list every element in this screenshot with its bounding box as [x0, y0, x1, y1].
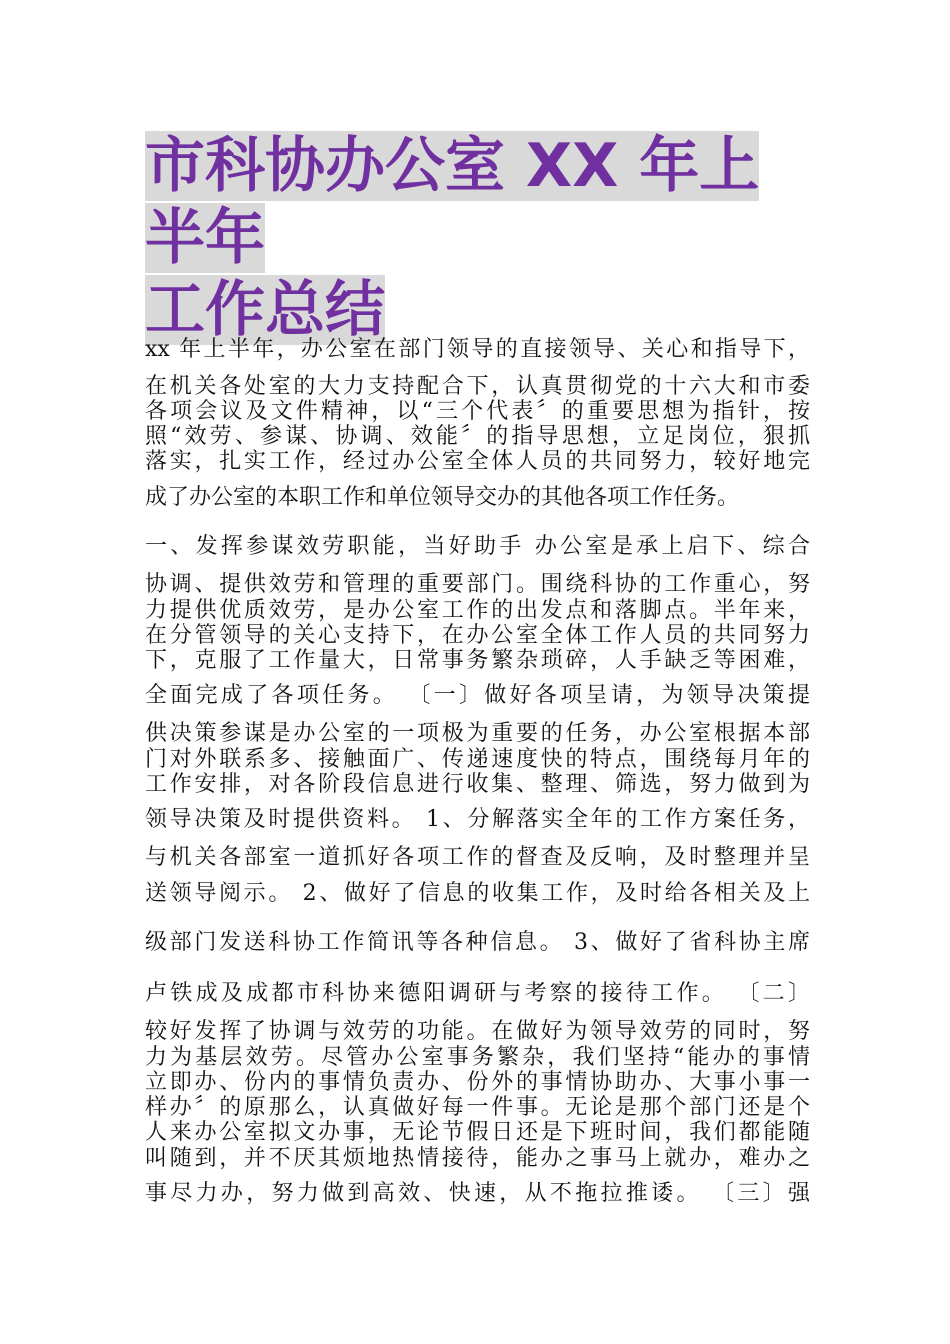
body-line: 落实，扎实工作，经过办公室全体人员的共同努力，较好地完	[145, 449, 810, 474]
body-line: 领导决策及时提供资料。 1、分解落实全年的工作方案任务，	[145, 807, 810, 832]
body-line: 卢铁成及成都市科协来德阳调研与考察的接待工作。 〔二〕	[145, 981, 810, 1006]
body-line: 供决策参谋是办公室的一项极为重要的任务，办公室根据本部	[145, 721, 810, 746]
page-title	[145, 130, 815, 346]
body-line: 力为基层效劳。尽管办公室事务繁杂，我们坚持“能办的事情	[145, 1045, 810, 1070]
body-line: 与机关各部室一道抓好各项工作的督查及反响，及时整理并呈	[145, 845, 810, 870]
body-line: 事尽力办，努力做到高效、快速，从不拖拉推诿。 〔三〕强	[145, 1181, 810, 1206]
body-line: 样办〞的原那么，认真做好每一件事。无论是那个部门还是个	[145, 1095, 810, 1120]
body-line: 一、发挥参谋效劳职能，当好助手 办公室是承上启下、综合	[145, 534, 810, 559]
body-line: 送领导阅示。 2、做好了信息的收集工作，及时给各相关及上	[145, 881, 810, 906]
body-line: 下，克服了工作量大，日常事务繁杂琐碎，人手缺乏等困难，	[145, 648, 810, 673]
body-line: 较好发挥了协调与效劳的功能。在做好为领导效劳的同时，努	[145, 1019, 810, 1044]
body-line: 协调、提供效劳和管理的重要部门。围绕科协的工作重心，努	[145, 572, 810, 597]
body-line: 全面完成了各项任务。 〔一〕做好各项呈请，为领导决策提	[145, 683, 810, 708]
body-line: 门对外联系多、接触面广、传递速度快的特点，围绕每月年的	[145, 747, 810, 772]
body-line: 立即办、份内的事情负责办、份外的事情协助办、大事小事一	[145, 1070, 810, 1095]
body-line: 级部门发送科协工作简讯等各种信息。 3、做好了省科协主席	[145, 930, 810, 955]
body-line: 在分管领导的关心支持下，在办公室全体工作人员的共同努力	[145, 623, 810, 648]
body-line: 工作安排，对各阶段信息进行收集、整理、筛选，努力做到为	[145, 772, 810, 797]
body-line: 各项会议及文件精神，以“三个代表〞的重要思想为指针，按	[145, 399, 810, 424]
body-line: 成了办公室的本职工作和单位领导交办的其他各项工作任务。	[145, 485, 740, 510]
body-line: 在机关各处室的大力支持配合下，认真贯彻党的十六大和市委	[145, 374, 810, 399]
title-line-2: 工作总结	[145, 275, 385, 345]
body-line: 力提供优质效劳，是办公室工作的出发点和落脚点。半年来，	[145, 598, 810, 623]
body-line: 叫随到，并不厌其烦地热情接待，能办之事马上就办，难办之	[145, 1146, 810, 1171]
body-line: 人来办公室拟文办事，无论节假日还是下班时间，我们都能随	[145, 1120, 810, 1145]
body-line: 照“效劳、参谋、协调、效能〞的指导思想，立足岗位，狠抓	[145, 424, 810, 449]
body-line: xx 年上半年，办公室在部门领导的直接领导、关心和指导下，	[145, 337, 810, 362]
title-line-1: 市科协办公室 XX 年上半年	[145, 131, 760, 273]
